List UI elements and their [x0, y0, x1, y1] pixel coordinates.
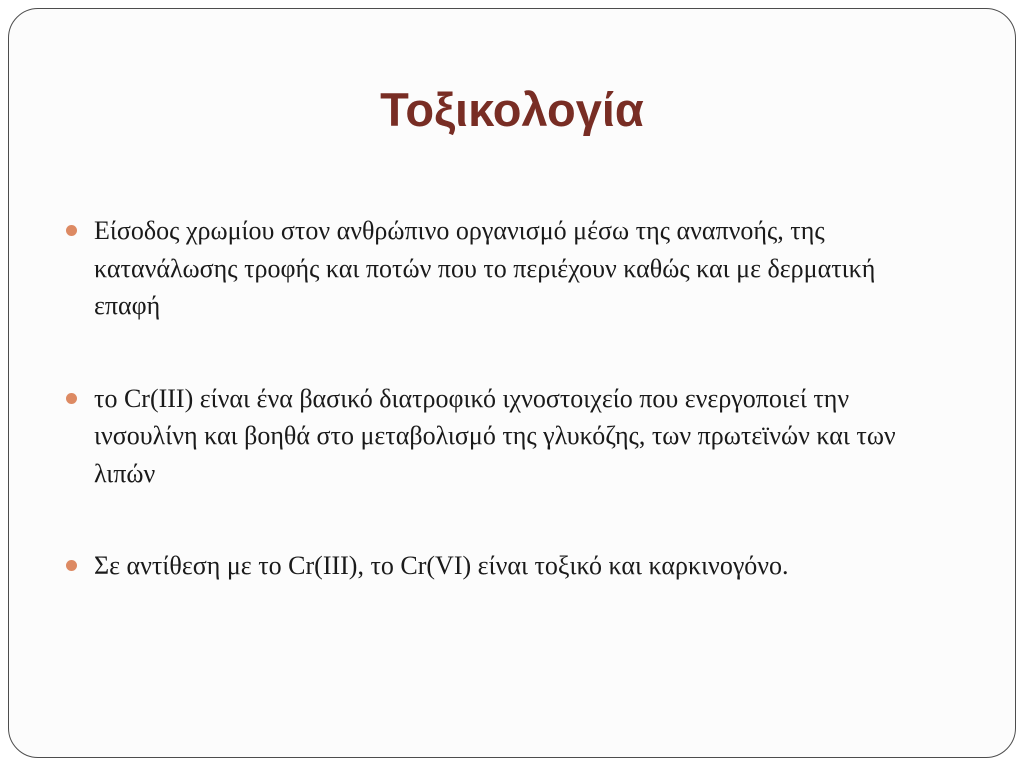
round-bullet-icon: [66, 393, 77, 404]
bullet-text: το Cr(III) είναι ένα βασικό διατροφικό ιχνοστοιχείο που ενεργοποιεί την ινσουλίνη και βοηθά στο μεταβολισμό της γλυκόζης, των πρωτεϊνών και των λιπών: [94, 383, 896, 488]
bullet-text: Σε αντίθεση με το Cr(III), το Cr(VI) είναι τοξικό και καρκινογόνο.: [94, 551, 789, 580]
round-bullet-icon: [66, 225, 77, 236]
bullet-list: [64, 212, 944, 585]
bullet-item-entry-routes: [64, 212, 944, 325]
round-bullet-icon: [66, 560, 77, 571]
bullet-item-cr-vi-toxic: [64, 547, 944, 585]
bullet-item-cr-iii-nutrient: [64, 380, 944, 493]
bullet-text: Είσοδος χρωμίου στον ανθρώπινο οργανισμό μέσω της αναπνοής, της κατανάλωσης τροφής και ποτών που το περιέχουν καθώς και με δερματική επαφή: [94, 216, 876, 320]
slide-title: Τοξικολογία: [380, 83, 644, 136]
